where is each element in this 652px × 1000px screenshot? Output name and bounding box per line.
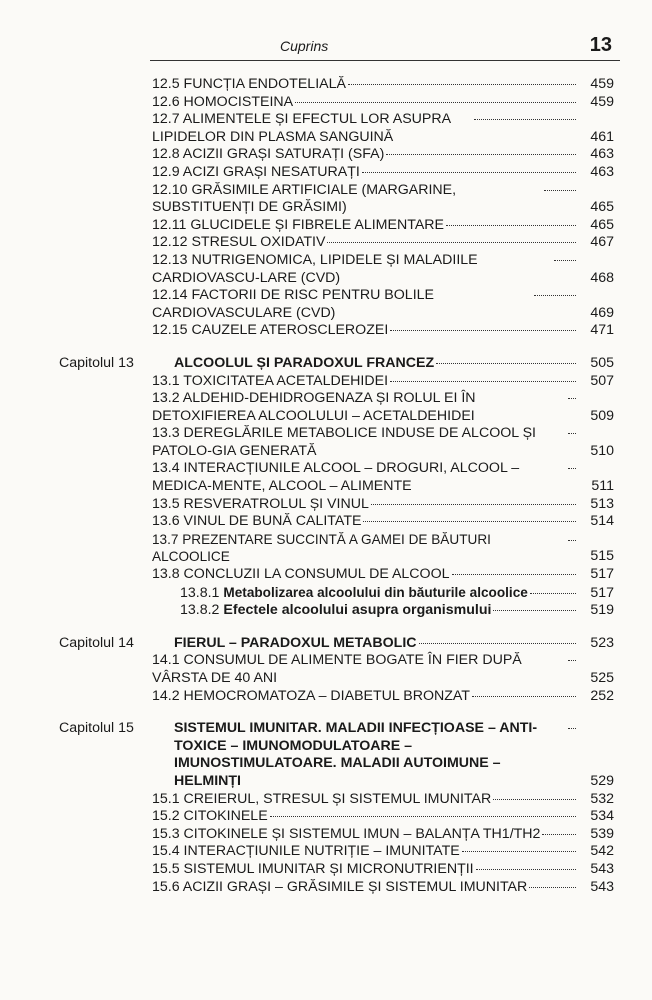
toc-entry[interactable] <box>0 111 652 146</box>
entry-page: 467 <box>590 234 614 251</box>
dot-leader <box>568 660 576 661</box>
dot-leader <box>446 225 576 226</box>
entry-page: 465 <box>590 216 614 233</box>
toc-entry[interactable] <box>0 322 652 340</box>
entry-page: 465 <box>590 199 614 216</box>
toc-entry[interactable] <box>0 843 652 861</box>
toc-entry[interactable] <box>0 373 652 391</box>
entry-page: 515 <box>590 548 614 565</box>
dot-leader <box>568 540 576 541</box>
toc-entry[interactable] <box>0 826 652 844</box>
entry-title: 12.8 ACIZII GRAȘI SATURAȚI (SFA) <box>152 146 385 163</box>
entry-page: 509 <box>590 407 614 424</box>
entry-title: 13.2 ALDEHID-DEHIDROGENAZA ȘI ROLUL EI ÎN DETOXIFIEREA ALCOOLULUI – ACETALDEHIDEI <box>152 390 476 424</box>
entry-page: 517 <box>590 584 614 601</box>
chapter-title: SISTEMUL IMUNITAR. MALADII INFECȚIOASE – ANTI-TOXICE – IMUNOMODULATOARE – IMUNOSTIMULATOARE. MALADII AUTOIMUNE – HELMINȚI <box>174 720 538 789</box>
dot-leader <box>534 295 576 296</box>
entry-page: 525 <box>590 670 614 686</box>
entry-title: 12.12 STRESUL OXIDATIV <box>152 234 326 251</box>
toc-entry[interactable] <box>0 496 652 514</box>
entry-page: 461 <box>590 128 614 145</box>
entry-page: 459 <box>590 76 614 92</box>
entry-title: 12.14 FACTORII DE RISC PENTRU BOLILE CARDIOVASCULARE (CVD) <box>152 287 434 321</box>
toc-entry[interactable] <box>0 808 652 826</box>
entry-page: 469 <box>590 304 614 321</box>
toc-entry[interactable] <box>0 861 652 879</box>
dot-leader <box>542 834 576 835</box>
entry-title: 12.11 GLUCIDELE ȘI FIBRELE ALIMENTARE <box>152 216 444 233</box>
entry-page: 511 <box>591 478 614 495</box>
dot-leader <box>436 363 576 364</box>
entry-page: 519 <box>590 602 614 619</box>
dot-leader <box>386 154 576 155</box>
toc-entry[interactable] <box>0 252 652 287</box>
entry-title: 14.2 HEMOCROMATOZA – DIABETUL BRONZAT <box>152 687 470 704</box>
entry-page: 459 <box>590 93 614 110</box>
page-header <box>150 34 620 64</box>
dot-leader <box>295 102 576 103</box>
dot-leader <box>472 696 576 697</box>
dot-leader <box>419 643 576 644</box>
toc-entry[interactable] <box>0 688 652 706</box>
entry-title: 14.1 CONSUMUL DE ALIMENTE BOGATE ÎN FIER DUPĂ VÂRSTA DE 40 ANI <box>152 652 522 686</box>
dot-leader <box>568 468 576 469</box>
dot-leader <box>270 816 576 817</box>
entry-page: 468 <box>590 269 614 286</box>
toc-entry[interactable] <box>0 76 652 94</box>
entry-title: 13.7 PREZENTARE SUCCINTĂ A GAMEI DE BĂUTURI ALCOOLICE <box>152 531 491 565</box>
entry-page: 529 <box>590 772 614 789</box>
toc-entry[interactable] <box>0 94 652 112</box>
toc-entry[interactable] <box>0 566 652 584</box>
toc-entry[interactable] <box>0 182 652 217</box>
entry-page: 543 <box>590 878 614 895</box>
entry-title: 12.13 NUTRIGENOMICA, LIPIDELE ȘI MALADIILE CARDIOVASCU-LARE (CVD) <box>152 251 478 286</box>
toc-entry[interactable] <box>0 879 652 897</box>
entry-title: 13.3 DEREGLĂRILE METABOLICE INDUSE DE ALCOOL ȘI PATOLO-GIA GENERATĂ <box>152 425 536 459</box>
toc-entry[interactable] <box>0 791 652 809</box>
toc-chapter-entry[interactable] <box>0 355 652 373</box>
entry-page: 539 <box>590 825 614 842</box>
entry-page: 534 <box>590 808 614 825</box>
running-title: Cuprins <box>280 38 329 54</box>
entry-title: 12.10 GRĂSIMILE ARTIFICIALE (MARGARINE, SUBSTITUENȚI DE GRĂSIMI) <box>152 181 457 216</box>
dot-leader <box>390 330 576 331</box>
toc-entry[interactable] <box>0 652 652 687</box>
dot-leader <box>568 728 576 729</box>
entry-page: 463 <box>590 163 614 180</box>
entry-page: 510 <box>590 442 614 459</box>
entry-title: 13.6 VINUL DE BUNĂ CALITATE <box>152 513 362 530</box>
toc-entry[interactable] <box>0 425 652 460</box>
dot-leader <box>568 433 576 434</box>
dot-leader <box>529 887 576 888</box>
dot-leader <box>462 851 576 852</box>
toc-entry[interactable] <box>0 390 652 425</box>
dot-leader <box>530 593 576 594</box>
toc-entry[interactable] <box>0 460 652 495</box>
dot-leader <box>371 504 576 505</box>
entry-page: 505 <box>590 354 614 371</box>
entry-title: 15.1 CREIERUL, STRESUL ȘI SISTEMUL IMUNITAR <box>152 790 492 807</box>
dot-leader <box>476 869 576 870</box>
entry-title: 12.7 ALIMENTELE ȘI EFECTUL LOR ASUPRA LIPIDELOR DIN PLASMA SANGUINĂ <box>152 111 451 145</box>
dot-leader <box>493 610 576 611</box>
toc-entry[interactable] <box>0 531 652 566</box>
toc-entry[interactable] <box>0 234 652 252</box>
entry-title: 15.3 CITOKINELE ȘI SISTEMUL IMUN – BALANȚA TH1/TH2 <box>152 825 541 842</box>
dot-leader <box>363 521 576 522</box>
toc-entry[interactable] <box>0 513 652 531</box>
toc-subsection-entry[interactable] <box>0 584 652 603</box>
entry-page: 523 <box>590 634 614 651</box>
entry-title: 15.5 SISTEMUL IMUNITAR ȘI MICRONUTRIENȚII <box>152 860 474 877</box>
chapter-label: Capitolul 13 <box>59 354 134 371</box>
toc-subsection-entry[interactable] <box>0 602 652 620</box>
entry-title: 15.2 CITOKINELE <box>152 808 268 825</box>
dot-leader <box>544 190 576 191</box>
toc-entry[interactable] <box>0 217 652 235</box>
dot-leader <box>362 172 576 173</box>
page-number: 13 <box>589 34 612 56</box>
entry-page: 542 <box>590 843 614 860</box>
chapter-title: FIERUL – PARADOXUL METABOLIC <box>174 634 417 651</box>
entry-title: 13.8 CONCLUZII LA CONSUMUL DE ALCOOL <box>152 566 450 583</box>
subsection-title: Metabolizarea alcoolului din băuturile alcoolice <box>223 584 528 600</box>
toc-chapter-entry[interactable] <box>0 720 652 790</box>
entry-page: 517 <box>590 566 614 583</box>
entry-title: 15.4 INTERACȚIUNILE NUTRIȚIE – IMUNITATE <box>152 843 460 860</box>
entry-page: 532 <box>590 790 614 807</box>
entry-page: 471 <box>590 322 614 339</box>
entry-page: 507 <box>590 372 614 389</box>
toc-entry[interactable] <box>0 164 652 182</box>
entry-title: 15.6 ACIZII GRAȘI – GRĂSIMILE ȘI SISTEMUL IMUNITAR <box>152 878 528 895</box>
toc-entry[interactable] <box>0 146 652 164</box>
dot-leader <box>568 398 576 399</box>
toc-entry[interactable] <box>0 287 652 322</box>
table-of-contents <box>0 76 652 896</box>
chapter-label: Capitolul 15 <box>59 720 134 737</box>
entry-page: 543 <box>590 860 614 877</box>
header-rule <box>150 60 620 61</box>
entry-title: 13.4 INTERACȚIUNILE ALCOOL – DROGURI, ALCOOL – MEDICA-MENTE, ALCOOL – ALIMENTE <box>152 460 520 495</box>
entry-title: 12.5 FUNCȚIA ENDOTELIALĂ <box>152 76 346 92</box>
entry-page: 514 <box>590 513 614 530</box>
dot-leader <box>327 242 576 243</box>
entry-title: 12.15 CAUZELE ATEROSCLEROZEI <box>152 322 389 339</box>
subsection-number: 13.8.1 <box>180 584 220 601</box>
entry-title: 13.5 RESVERATROLUL ȘI VINUL <box>152 495 369 512</box>
entry-page: 513 <box>590 495 614 512</box>
chapter-title: ALCOOLUL ȘI PARADOXUL FRANCEZ <box>174 354 435 371</box>
dot-leader <box>348 84 576 85</box>
dot-leader <box>493 799 576 800</box>
entry-title: 12.6 HOMOCISTEINA <box>152 93 294 110</box>
entry-page: 463 <box>590 146 614 163</box>
entry-page: 252 <box>590 687 614 704</box>
chapter-label: Capitolul 14 <box>59 634 134 651</box>
dot-leader <box>554 260 576 261</box>
subsection-title: Efectele alcoolului asupra organismului <box>223 602 492 619</box>
subsection-number: 13.8.2 <box>180 602 220 619</box>
dot-leader <box>390 381 576 382</box>
dot-leader <box>474 119 576 120</box>
toc-chapter-entry[interactable] <box>0 635 652 653</box>
entry-title: 13.1 TOXICITATEA ACETALDEHIDEI <box>152 372 389 389</box>
entry-title: 12.9 ACIZI GRAȘI NESATURAȚI <box>152 163 360 180</box>
dot-leader <box>452 574 577 575</box>
